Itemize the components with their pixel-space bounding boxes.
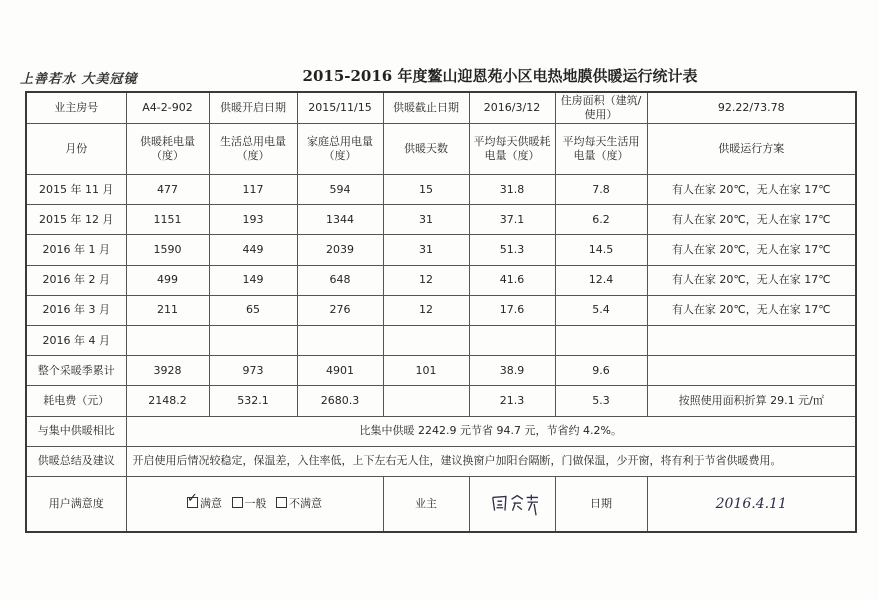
table-row	[26, 175, 856, 205]
row-home: 648	[297, 265, 383, 295]
date-label: 日期	[555, 477, 647, 532]
col-home-kwh: 家庭总用电量（度）	[297, 124, 383, 175]
cost-home: 2680.3	[297, 386, 383, 416]
col-month: 月份	[26, 124, 126, 175]
row-home: 594	[297, 175, 383, 205]
end-date-label: 供暖截止日期	[383, 92, 469, 124]
total-days: 101	[383, 356, 469, 386]
satisfaction-options	[126, 477, 383, 532]
comparison-row	[26, 416, 856, 446]
cost-days	[383, 386, 469, 416]
row-plan: 有人在家 20℃，无人在家 17℃	[647, 265, 856, 295]
owner-room-value: A4-2-902	[126, 92, 209, 124]
row-life: 117	[209, 175, 297, 205]
satisfaction-row	[26, 477, 856, 532]
row-heating: 1590	[126, 235, 209, 265]
row-avg-heating: 37.1	[469, 205, 555, 235]
row-avg-heating	[469, 326, 555, 356]
table-row	[26, 295, 856, 325]
end-date-value: 2016/3/12	[469, 92, 555, 124]
handwritten-date-text: 2016.4.11	[715, 495, 787, 512]
row-plan: 有人在家 20℃，无人在家 17℃	[647, 235, 856, 265]
summary-row	[26, 446, 856, 476]
row-avg-life: 5.4	[555, 295, 647, 325]
cost-life: 532.1	[209, 386, 297, 416]
col-avg-life: 平均每天生活用电量（度）	[555, 124, 647, 175]
row-heating: 499	[126, 265, 209, 295]
col-life-kwh: 生活总用电量（度）	[209, 124, 297, 175]
start-date-value: 2015/11/15	[297, 92, 383, 124]
row-days: 31	[383, 235, 469, 265]
row-month: 2016 年 1 月	[26, 235, 126, 265]
area-value: 92.22/73.78	[647, 92, 856, 124]
owner-label: 业主	[383, 477, 469, 532]
row-life: 193	[209, 205, 297, 235]
area-label: 住房面积（建筑/使用）	[555, 92, 647, 124]
row-days: 15	[383, 175, 469, 205]
row-month: 2015 年 11 月	[26, 175, 126, 205]
total-avg-heating: 38.9	[469, 356, 555, 386]
col-days: 供暖天数	[383, 124, 469, 175]
total-life: 973	[209, 356, 297, 386]
option-satisfied[interactable]	[187, 497, 222, 510]
row-avg-heating: 41.6	[469, 265, 555, 295]
start-date-label: 供暖开启日期	[209, 92, 297, 124]
comparison-text: 比集中供暖 2242.9 元节省 94.7 元，节省约 4.2%。	[126, 416, 856, 446]
row-home	[297, 326, 383, 356]
comparison-label: 与集中供暖相比	[26, 416, 126, 446]
cost-avg-heating: 21.3	[469, 386, 555, 416]
checkbox-icon[interactable]	[232, 497, 243, 508]
row-avg-life	[555, 326, 647, 356]
cost-row	[26, 386, 856, 416]
summary-label: 供暖总结及建议	[26, 446, 126, 476]
row-month: 2016 年 3 月	[26, 295, 126, 325]
option-label: 一般	[244, 497, 267, 511]
row-life	[209, 326, 297, 356]
page-title: 2015-2016 年度鳌山迎恩苑小区电热地膜供暖运行统计表	[302, 67, 698, 85]
option-label: 不满意	[289, 497, 322, 511]
handwritten-signature-icon	[472, 491, 553, 517]
info-row	[26, 92, 856, 124]
option-label: 满意	[200, 497, 222, 511]
table-row	[26, 326, 856, 356]
cost-heating: 2148.2	[126, 386, 209, 416]
row-life: 449	[209, 235, 297, 265]
total-plan	[647, 356, 856, 386]
row-heating: 477	[126, 175, 209, 205]
row-avg-life: 12.4	[555, 265, 647, 295]
checkbox-checked-icon[interactable]	[187, 497, 198, 508]
row-heating	[126, 326, 209, 356]
row-avg-heating: 17.6	[469, 295, 555, 325]
row-month: 2016 年 4 月	[26, 326, 126, 356]
total-label: 整个采暖季累计	[26, 356, 126, 386]
row-plan: 有人在家 20℃，无人在家 17℃	[647, 175, 856, 205]
row-days: 12	[383, 265, 469, 295]
total-avg-life: 9.6	[555, 356, 647, 386]
cost-avg-life: 5.3	[555, 386, 647, 416]
row-days	[383, 326, 469, 356]
row-plan: 有人在家 20℃，无人在家 17℃	[647, 205, 856, 235]
row-home: 1344	[297, 205, 383, 235]
row-avg-life: 7.8	[555, 175, 647, 205]
table-row	[26, 205, 856, 235]
cost-label: 耗电费（元）	[26, 386, 126, 416]
row-heating: 1151	[126, 205, 209, 235]
row-avg-heating: 51.3	[469, 235, 555, 265]
heating-statistics-table	[25, 91, 857, 533]
row-plan: 有人在家 20℃，无人在家 17℃	[647, 295, 856, 325]
row-plan	[647, 326, 856, 356]
checkbox-icon[interactable]	[276, 497, 287, 508]
row-avg-life: 14.5	[555, 235, 647, 265]
row-days: 12	[383, 295, 469, 325]
total-row	[26, 356, 856, 386]
row-home: 2039	[297, 235, 383, 265]
row-life: 65	[209, 295, 297, 325]
row-days: 31	[383, 205, 469, 235]
row-life: 149	[209, 265, 297, 295]
col-avg-heating: 平均每天供暖耗电量（度）	[469, 124, 555, 175]
table-row	[26, 265, 856, 295]
satisfaction-label: 用户满意度	[26, 477, 126, 532]
row-avg-heating: 31.8	[469, 175, 555, 205]
row-heating: 211	[126, 295, 209, 325]
row-home: 276	[297, 295, 383, 325]
column-header-row	[26, 124, 856, 175]
total-heating: 3928	[126, 356, 209, 386]
option-unsatisfied[interactable]	[276, 497, 322, 510]
col-heating-kwh: 供暖耗电量（度）	[126, 124, 209, 175]
col-plan: 供暖运行方案	[647, 124, 856, 175]
owner-room-label: 业主房号	[26, 92, 126, 124]
motto: 上善若水 大美冠镜	[20, 72, 138, 87]
table-row	[26, 235, 856, 265]
row-month: 2015 年 12 月	[26, 205, 126, 235]
owner-signature	[469, 477, 555, 532]
option-average[interactable]	[232, 497, 267, 510]
row-month: 2016 年 2 月	[26, 265, 126, 295]
handwritten-date	[647, 477, 856, 532]
cost-plan: 按照使用面积折算 29.1 元/㎡	[647, 386, 856, 416]
total-home: 4901	[297, 356, 383, 386]
row-avg-life: 6.2	[555, 205, 647, 235]
summary-text: 开启使用后情况较稳定，保温差，入住率低，上下左右无人住，建议换窗户加阳台隔断，门做保温，少开窗，将有利于节省供暖费用。	[126, 446, 856, 476]
